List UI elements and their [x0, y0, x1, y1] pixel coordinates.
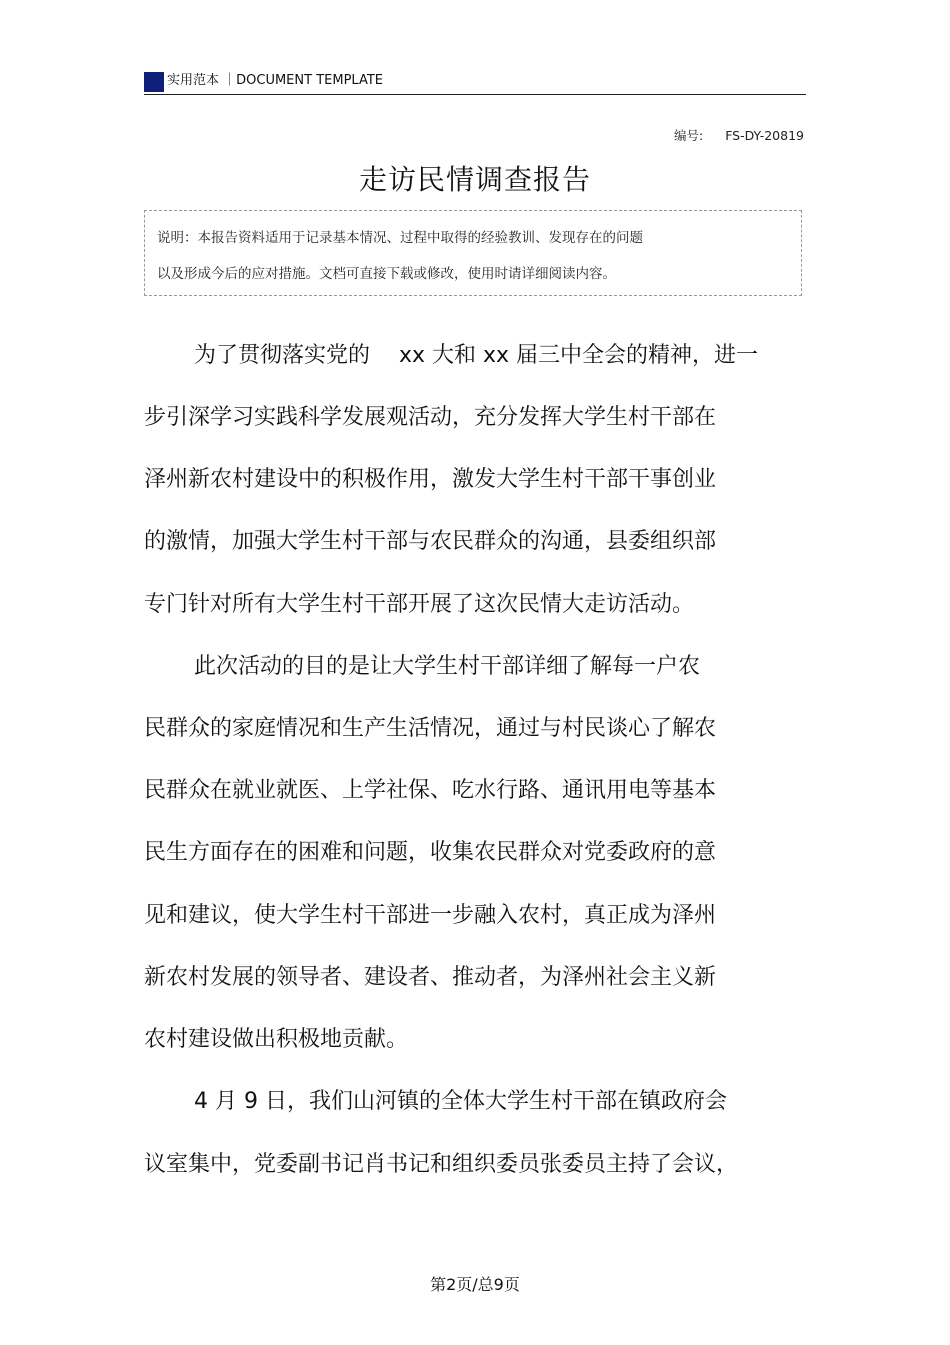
body-line: 新农村发展的领导者、建设者、推动者，为泽州社会主义新 — [144, 965, 717, 990]
body-line: 专门针对所有大学生村干部开展了这次民情大走访活动。 — [144, 592, 695, 617]
body-line: 民群众在就业就医、上学社保、吃水行路、通讯用电等基本 — [144, 778, 717, 803]
body-line: 民生方面存在的困难和问题，收集农民群众对党委政府的意 — [144, 840, 717, 865]
body-line: 民群众的家庭情况和生产生活情况，通过与村民谈心了解农 — [144, 716, 717, 741]
body-line: 泽州新农村建设中的积极作用，激发大学生村干部干事创业 — [144, 467, 717, 492]
body-line: 此次活动的目的是让大学生村干部详细了解每一户农 — [194, 654, 701, 679]
note-line-2: 以及形成今后的应对措施。文档可直接下载或修改，使用时请详细阅读内容。 — [157, 266, 616, 282]
document-number — [674, 126, 804, 144]
page-title: 走访民情调查报告 — [358, 163, 591, 196]
page-footer: 第2页/总9页 — [430, 1275, 520, 1294]
body-line: 步引深学习实践科学发展观活动，充分发挥大学生村干部在 — [144, 405, 717, 430]
header-logo-square — [144, 72, 164, 92]
body-line: 农村建设做出积极地贡献。 — [144, 1027, 409, 1052]
document-number-value: FS-DY-20819 — [725, 128, 804, 143]
body-line: 的激情，加强大学生村干部与农民群众的沟通，县委组织部 — [144, 529, 717, 554]
body-line: 见和建议，使大学生村干部进一步融入农村，真正成为泽州 — [144, 903, 717, 928]
body-line: 为了贯彻落实党的 xx 大和 xx 届三中全会的精神，进一 — [194, 343, 759, 368]
body-line: 4 月 9 日，我们山河镇的全体大学生村干部在镇政府会 — [194, 1089, 727, 1114]
header-label: 实用范本 ｜DOCUMENT TEMPLATE — [167, 73, 383, 88]
body-line: 议室集中，党委副书记肖书记和组织委员张委员主持了会议， — [144, 1152, 739, 1177]
document-number-label: 编号: — [673, 128, 704, 143]
page-header — [144, 70, 806, 95]
note-line-1: 说明：本报告资料适用于记录基本情况、过程中取得的经验教训、发现存在的问题 — [157, 230, 643, 246]
note-box — [144, 210, 802, 296]
